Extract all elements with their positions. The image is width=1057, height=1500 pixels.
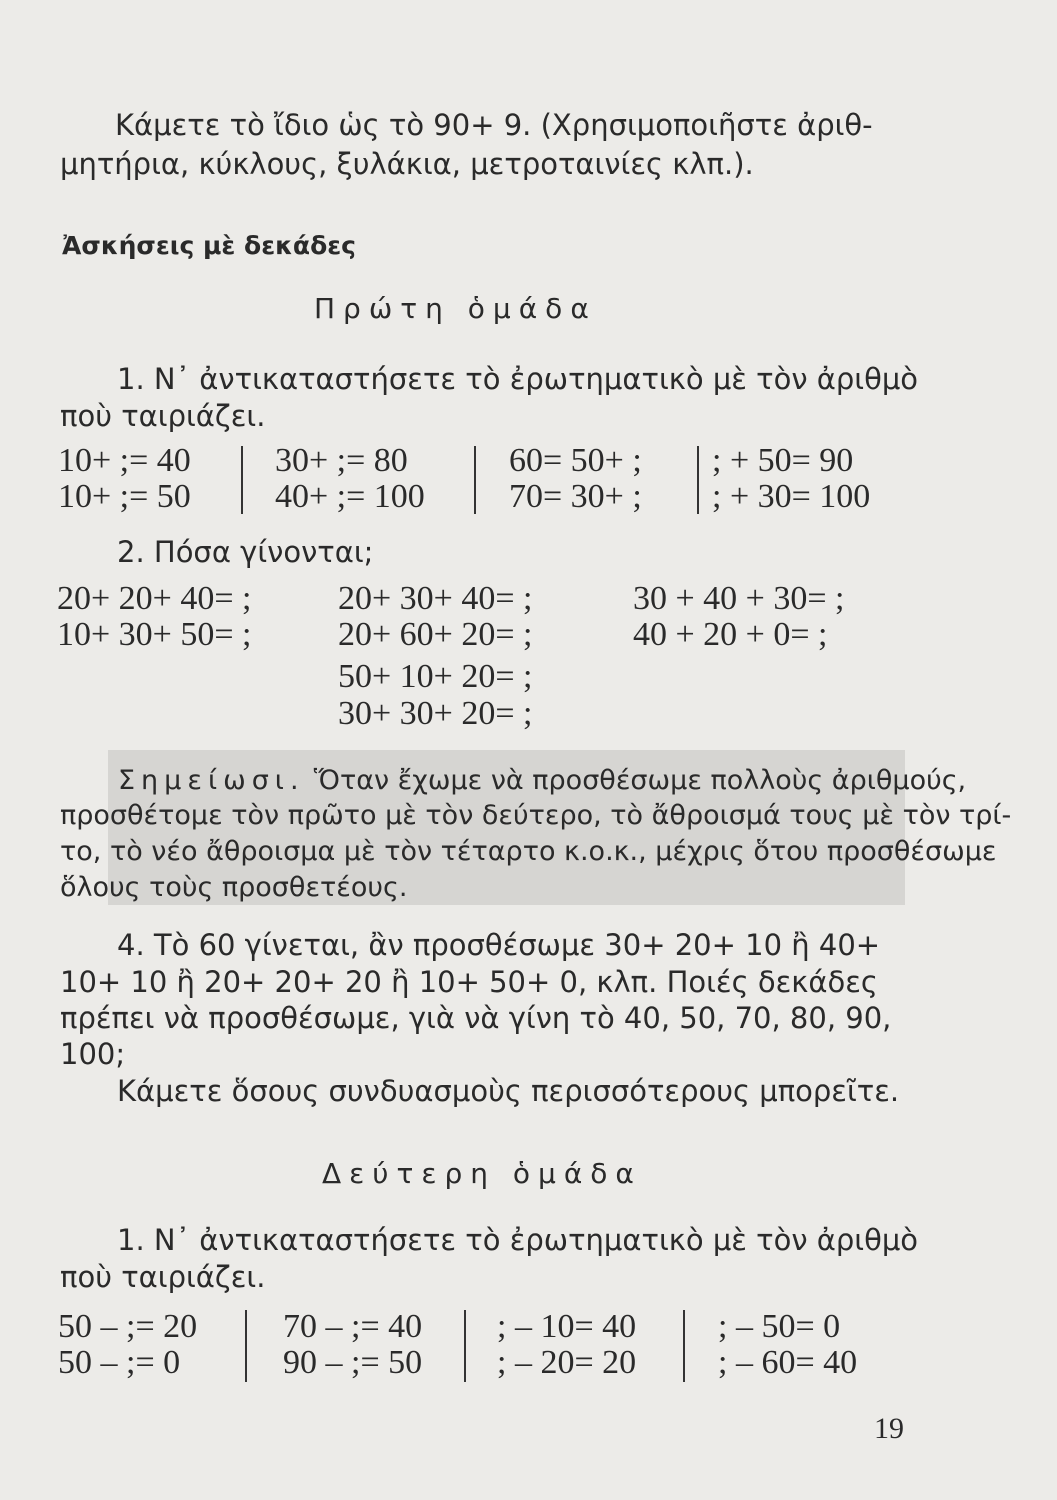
g1-ex2-cell: 40 + 20 + 0= ;: [633, 616, 828, 653]
g2-ex1-cell: 50 – ;= 0: [58, 1344, 181, 1381]
g1-ex4-line-2: 10+ 10 ἢ 20+ 20+ 20 ἢ 10+ 50+ 0, κλπ. Ποιές δεκάδες: [60, 965, 878, 999]
g2-ex1-line-2: ποὺ ταιριάζει.: [60, 1260, 266, 1294]
g2-ex1-cell: 70 – ;= 40: [283, 1308, 423, 1345]
page-number: 19: [874, 1412, 904, 1445]
intro-line-2: μητήρια, κύκλους, ξυλάκια, μετροταινίες κλπ.).: [60, 147, 754, 181]
g1-ex1-cell: 30+ ;= 80: [275, 442, 408, 479]
g1-ex2-cell: 10+ 30+ 50= ;: [57, 616, 252, 653]
group1-title: Πρώτη ὁμάδα: [314, 292, 597, 325]
g1-ex2-cell: 20+ 60+ 20= ;: [338, 616, 533, 653]
column-divider: [697, 446, 699, 514]
g2-ex1-cell: ; – 20= 20: [497, 1344, 637, 1381]
group2-title: Δεύτερη ὁμάδα: [322, 1157, 642, 1190]
g1-ex4-line-3: πρέπει νὰ προσθέσωμε, γιὰ νὰ γίνη τὸ 40, 50, 70, 80, 90,: [60, 1001, 892, 1035]
g1-ex2-cell: 50+ 10+ 20= ;: [338, 658, 533, 695]
g1-ex1-cell: 10+ ;= 50: [58, 478, 191, 515]
g1-ex2-cell: 30+ 30+ 20= ;: [338, 695, 533, 732]
g2-ex1-line-1: 1. Ν᾽ ἀντικαταστήσετε τὸ ἐρωτηματικὸ μὲ τὸν ἀριθμὸ: [117, 1223, 919, 1257]
column-divider: [474, 446, 476, 514]
g1-ex1-cell: 40+ ;= 100: [275, 478, 425, 515]
g1-ex1-cell: ; + 30= 100: [712, 478, 871, 515]
note-line-1: [118, 765, 966, 794]
column-divider: [245, 1310, 247, 1382]
column-divider: [464, 1310, 466, 1382]
g1-ex4-line-4: 100;: [60, 1037, 126, 1071]
column-divider: [683, 1310, 685, 1382]
g2-ex1-cell: ; – 60= 40: [718, 1344, 858, 1381]
g1-ex2-title: 2. Πόσα γίνονται;: [117, 535, 374, 569]
note-text-1: Ὅταν ἔχωμε νὰ προσθέσωμε πολλοὺς ἀριθμούς,: [313, 765, 967, 796]
g1-ex2-cell: 20+ 20+ 40= ;: [57, 580, 252, 617]
g1-ex1-cell: 10+ ;= 40: [58, 442, 191, 479]
g1-ex1-line-2: ποὺ ταιριάζει.: [60, 399, 266, 433]
g2-ex1-cell: ; – 10= 40: [497, 1308, 637, 1345]
note-line-3: το, τὸ νέο ἄθροισμα μὲ τὸν τέταρτο κ.ο.κ., μέχρις ὅτου προσθέσωμε: [60, 836, 997, 867]
column-divider: [241, 446, 243, 514]
g2-ex1-cell: ; – 50= 0: [718, 1308, 841, 1345]
section-title: Ἀσκήσεις μὲ δεκάδες: [62, 231, 356, 260]
g1-ex2-cell: 30 + 40 + 30= ;: [633, 580, 845, 617]
note-line-2: προσθέτομε τὸν πρῶτο μὲ τὸν δεύτερο, τὸ ἄθροισμά τους μὲ τὸν τρί-: [60, 800, 1012, 831]
g1-ex4-line-1: 4. Τὸ 60 γίνεται, ἂν προσθέσωμε 30+ 20+ 10 ἢ 40+: [117, 928, 881, 962]
g1-ex2-cell: 20+ 30+ 40= ;: [338, 580, 533, 617]
note-label: Σημείωσι.: [118, 765, 305, 796]
g1-ex1-cell: ; + 50= 90: [712, 442, 854, 479]
g1-ex1-cell: 70= 30+ ;: [509, 478, 642, 515]
intro-line-1: Κάμετε τὸ ἴδιο ὡς τὸ 90+ 9. (Χρησιμοποιῆστε ἀριθ-: [115, 108, 873, 142]
g1-ex1-cell: 60= 50+ ;: [509, 442, 642, 479]
g2-ex1-cell: 50 – ;= 20: [58, 1308, 198, 1345]
g1-ex4-line-5: Κάμετε ὅσους συνδυασμοὺς περισσότερους μπορεῖτε.: [117, 1074, 900, 1108]
g2-ex1-cell: 90 – ;= 50: [283, 1344, 423, 1381]
g1-ex1-line-1: 1. Ν᾽ ἀντικαταστήσετε τὸ ἐρωτηματικὸ μὲ τὸν ἀριθμὸ: [117, 362, 919, 396]
note-line-4: ὅλους τοὺς προσθετέους.: [60, 872, 408, 903]
